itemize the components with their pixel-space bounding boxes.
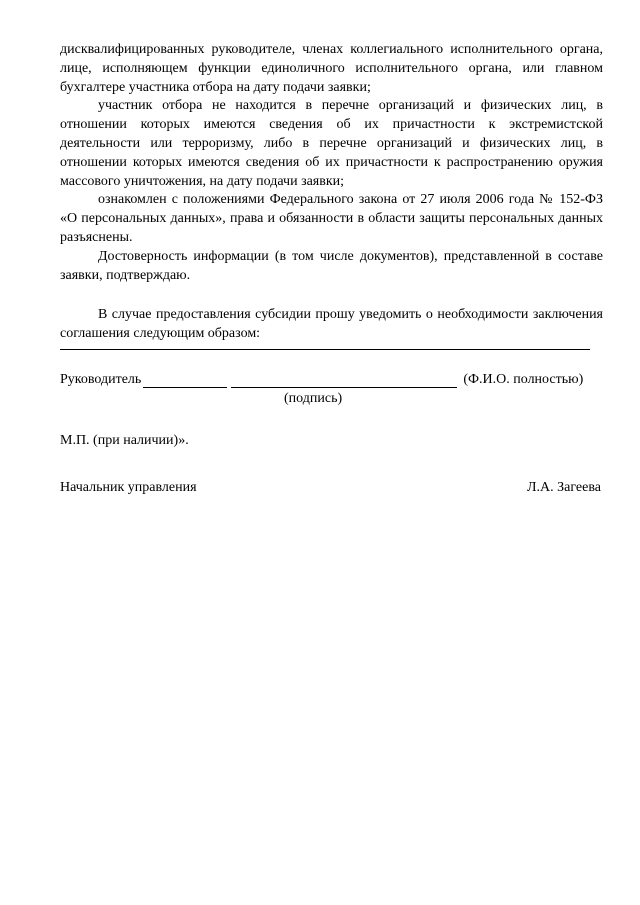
paragraph-extremism-list: участник отбора не находится в перечне организаций и физических лиц, в отношении которых имеются сведения об их причастности к экстремистской деятельности или терроризму, либо в перечне организаций и физических лиц, в отношении которых имеются сведения об их причастности к распространению оружия массового уничтожения, на дату подачи заявки; (60, 98, 603, 189)
footer-name: Л.А. Загеева (527, 480, 601, 495)
stamp-note: М.П. (при наличии)». (60, 432, 189, 448)
full-name-caption: (Ф.И.О. полностью) (463, 371, 584, 387)
notification-fill-line (60, 346, 590, 350)
signature-label: Руководитель (60, 371, 142, 387)
signature-row (60, 371, 603, 390)
paragraph-confirmation: Достоверность информации (в том числе документов), представленной в составе заявки, подтверждаю. (60, 248, 603, 283)
signature-line (143, 374, 227, 388)
full-name-line (231, 374, 457, 388)
document-body (60, 41, 603, 450)
footer-position: Начальник управления (60, 480, 197, 495)
paragraph-disqualified: дисквалифицированных руководителе, членах коллегиального исполнительного органа, лице, исполняющем функции единоличного исполнительного органа, или главном бухгалтере участника отбора на дату подачи заявки; (60, 42, 603, 95)
footer-signature (60, 480, 601, 496)
paragraph-notification: В случае предоставления субсидии прошу уведомить о необходимости заключения соглашения следующим образом: (60, 307, 603, 342)
paragraph-personal-data: ознакомлен с положениями Федерального закона от 27 июля 2006 года № 152-ФЗ «О персональных данных», права и обязанности в области защиты персональных данных разъяснены. (60, 192, 603, 245)
signature-caption: (подпись) (284, 390, 343, 406)
